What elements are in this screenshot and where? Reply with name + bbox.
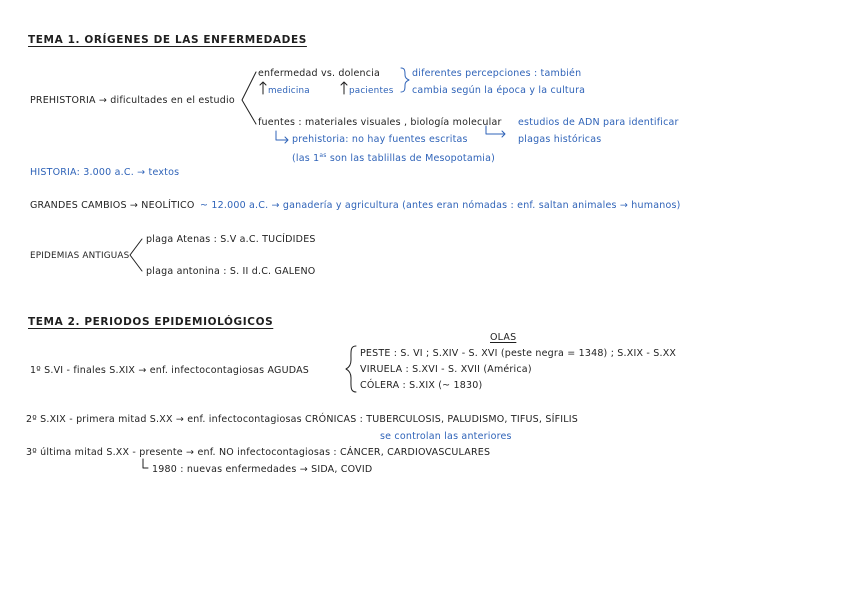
tema1-title: TEMA 1. ORÍGENES DE LAS ENFERMEDADES <box>28 34 307 46</box>
periodo-3-hook <box>143 459 148 468</box>
prehistoria-label: PREHISTORIA → dificultades en el estudio <box>30 95 235 106</box>
periodo-1-label: 1º S.VI - finales S.XIX → enf. infectocontagiosas AGUDAS <box>30 365 310 376</box>
percepciones-line-2: cambia según la época y la cultura <box>412 85 586 96</box>
percepciones-brace <box>401 68 409 92</box>
pacientes-label: pacientes <box>349 86 394 96</box>
peste-line: PESTE : S. VI ; S.XIV - S. XVI (peste negra = 1348) ; S.XIX - S.XX <box>360 348 677 359</box>
olas-heading: OLAS <box>490 332 517 343</box>
enfermedad-vs-dolencia: enfermedad vs. dolencia <box>258 68 381 79</box>
grandes-cambios-label: GRANDES CAMBIOS → NEOLÍTICO <box>30 200 195 211</box>
periodo-2-label: 2º S.XIX - primera mitad S.XX → enf. infectocontagiosas CRÓNICAS : TUBERCULOSIS, PALUDISMO, TIFUS, SÍFILIS <box>26 414 578 425</box>
sin-fuentes-escritas: prehistoria: no hay fuentes escritas <box>292 134 468 145</box>
epidemias-bracket <box>130 239 142 271</box>
tablillas-sup: as <box>319 152 327 159</box>
pacientes-up-arrow <box>341 82 347 94</box>
prehistoria-bracket <box>242 72 256 124</box>
tema2-title: TEMA 2. PERIODOS EPIDEMIOLÓGICOS <box>28 316 274 328</box>
periodo-1-brace <box>346 346 356 392</box>
plaga-atenas: plaga Atenas : S.V a.C. TUCÍDIDES <box>146 234 316 245</box>
medicina-up-arrow <box>260 82 266 94</box>
viruela-line: VIRUELA : S.XVI - S. XVII (América) <box>360 364 532 375</box>
grandes-cambios-detail: ~ 12.000 a.C. → ganadería y agricultura (antes eran nómadas : enf. saltan animales → humanos) <box>200 200 681 211</box>
periodo-3-label: 3º última mitad S.XX - presente → enf. NO infectocontagiosas : CÁNCER, CARDIOVASCULARES <box>26 447 491 458</box>
tablillas-post: son las tablillas de Mesopotamia) <box>326 153 496 165</box>
percepciones-line-1: diferentes percepciones : también <box>412 68 582 79</box>
periodo-3-sub: 1980 : nuevas enfermedades → SIDA, COVID <box>152 464 373 475</box>
historia-line: HISTORIA: 3.000 a.C. → textos <box>30 167 180 178</box>
epidemias-antiguas-label: EPIDEMIAS ANTIGUAS <box>30 251 130 261</box>
medicina-label: medicina <box>268 86 310 96</box>
adn-line-2: plagas históricas <box>518 134 602 145</box>
colera-line: CÓLERA : S.XIX (~ 1830) <box>360 380 483 391</box>
plaga-antonina: plaga antonina : S. II d.C. GALENO <box>146 266 316 277</box>
fuentes-line: fuentes : materiales visuales , biología molecular <box>258 117 502 128</box>
tablillas-note <box>292 150 495 165</box>
tablillas-pre: (las 1 <box>292 153 320 165</box>
adn-line-1: estudios de ADN para identificar <box>518 117 679 128</box>
sin-fuentes-hook-arrow <box>276 131 288 143</box>
periodo-2-note: se controlan las anteriores <box>380 431 512 442</box>
